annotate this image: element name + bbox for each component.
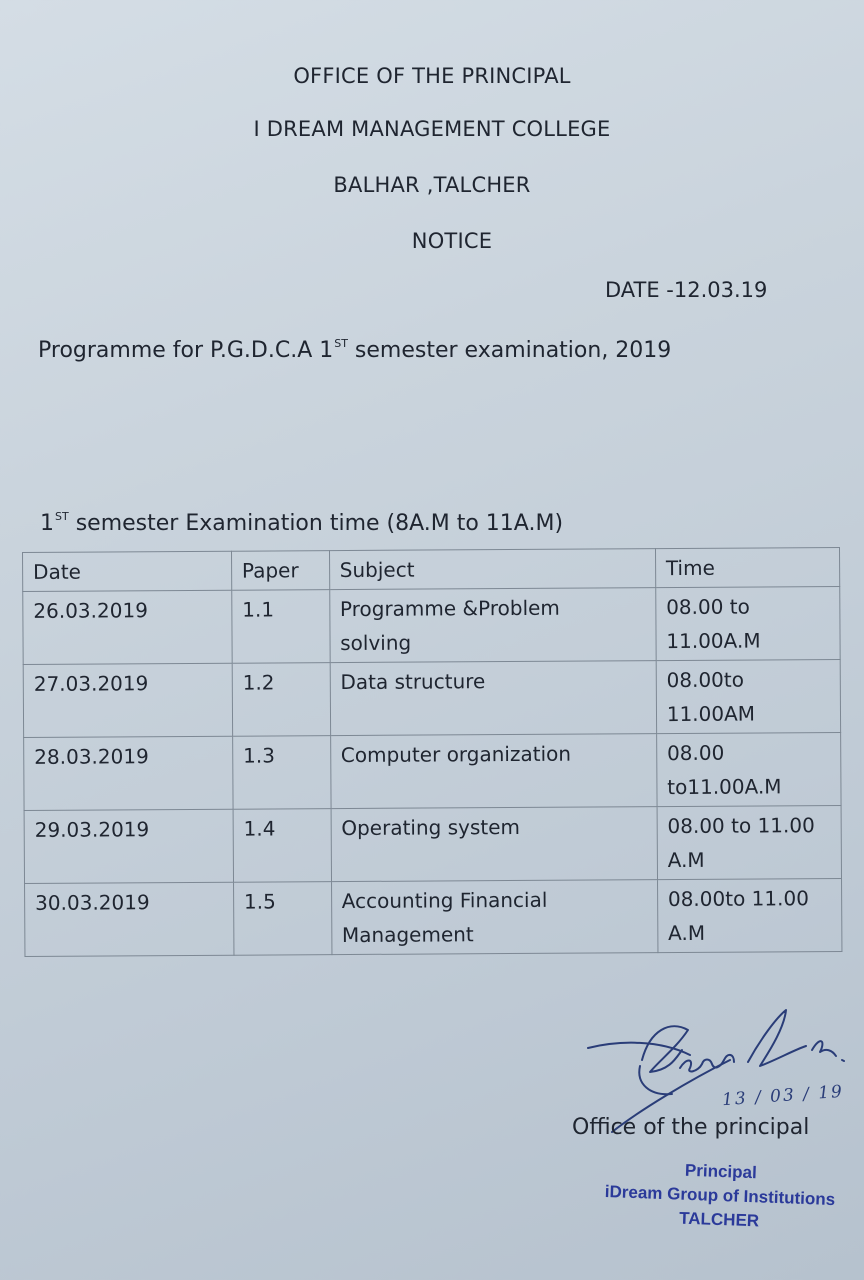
cell-time <box>656 587 841 661</box>
cell-paper: 1.2 <box>232 663 330 737</box>
cell-time <box>657 806 842 880</box>
cell-date: 28.03.2019 <box>24 736 233 810</box>
time-line-1: 08.00 to 11.00 <box>667 813 815 839</box>
cell-date: 29.03.2019 <box>24 809 233 883</box>
exam-time-ordinal: ST <box>55 510 69 523</box>
notice-date: DATE -12.03.19 <box>605 278 768 302</box>
exam-time-heading <box>40 510 563 536</box>
programme-prefix: Programme for P.G.D.C.A 1 <box>38 338 334 363</box>
cell-time <box>656 660 841 734</box>
header-time: Time <box>655 548 839 588</box>
cell-subject <box>329 588 656 663</box>
exam-schedule-table <box>22 547 842 957</box>
header-date: Date <box>23 551 232 591</box>
time-line-1: 08.00 <box>666 740 725 766</box>
cell-paper: 1.1 <box>232 590 330 664</box>
office-heading: OFFICE OF THE PRINCIPAL <box>293 64 571 88</box>
cell-subject <box>330 734 657 809</box>
cell-date: 30.03.2019 <box>25 882 234 956</box>
cell-date: 26.03.2019 <box>23 590 232 664</box>
cell-date: 27.03.2019 <box>23 663 232 737</box>
cell-paper: 1.5 <box>233 882 331 956</box>
time-line-2: 11.00AM <box>666 701 756 727</box>
table-row <box>25 879 842 957</box>
programme-ordinal: ST <box>334 337 348 350</box>
principal-stamp <box>589 1155 851 1236</box>
college-location: BALHAR ,TALCHER <box>333 173 531 197</box>
cell-time <box>656 733 841 807</box>
subject-line-1: Programme &Problem <box>339 595 560 622</box>
cell-subject <box>331 880 658 955</box>
stamp-line-2: iDream Group of Institutions <box>604 1181 836 1210</box>
subject-line-2: solving <box>340 630 412 656</box>
cell-subject <box>330 661 657 736</box>
time-line-2: A.M <box>668 920 706 946</box>
programme-suffix: semester examination, 2019 <box>347 338 672 363</box>
time-line-1: 08.00 to <box>666 594 750 620</box>
college-name: I DREAM MANAGEMENT COLLEGE <box>253 117 611 141</box>
table-header-row <box>23 548 840 592</box>
stamp-line-1: Principal <box>684 1160 758 1183</box>
subject-line-1: Operating system <box>341 814 521 841</box>
subject-line-2: Management <box>341 922 474 948</box>
programme-title <box>38 337 671 363</box>
exam-time-prefix: 1 <box>40 511 54 536</box>
cell-paper: 1.4 <box>233 809 331 883</box>
office-of-principal: Office of the principal <box>572 1115 810 1140</box>
time-line-2: 11.00A.M <box>666 628 761 654</box>
time-line-2: A.M <box>667 847 705 873</box>
table-row <box>24 733 841 811</box>
table-row <box>23 660 840 738</box>
time-line-1: 08.00to 11.00 <box>667 886 809 912</box>
table-row <box>24 806 841 884</box>
subject-line-1: Accounting Financial <box>341 887 548 914</box>
cell-subject <box>331 807 658 882</box>
notice-title: NOTICE <box>411 229 493 253</box>
cell-time <box>657 879 842 953</box>
header-paper: Paper <box>231 551 329 591</box>
exam-time-suffix: semester Examination time (8A.M to 11A.M) <box>68 511 564 536</box>
table-row <box>23 587 840 665</box>
time-line-2: to11.00A.M <box>667 774 782 800</box>
subject-line-1: Data structure <box>340 669 486 695</box>
header-subject: Subject <box>329 549 655 590</box>
subject-line-1: Computer organization <box>340 741 572 768</box>
stamp-line-3: TALCHER <box>678 1208 760 1231</box>
signature-date: 13 / 03 / 19 <box>721 1081 845 1111</box>
time-line-1: 08.00to <box>666 667 745 693</box>
cell-paper: 1.3 <box>233 736 331 810</box>
